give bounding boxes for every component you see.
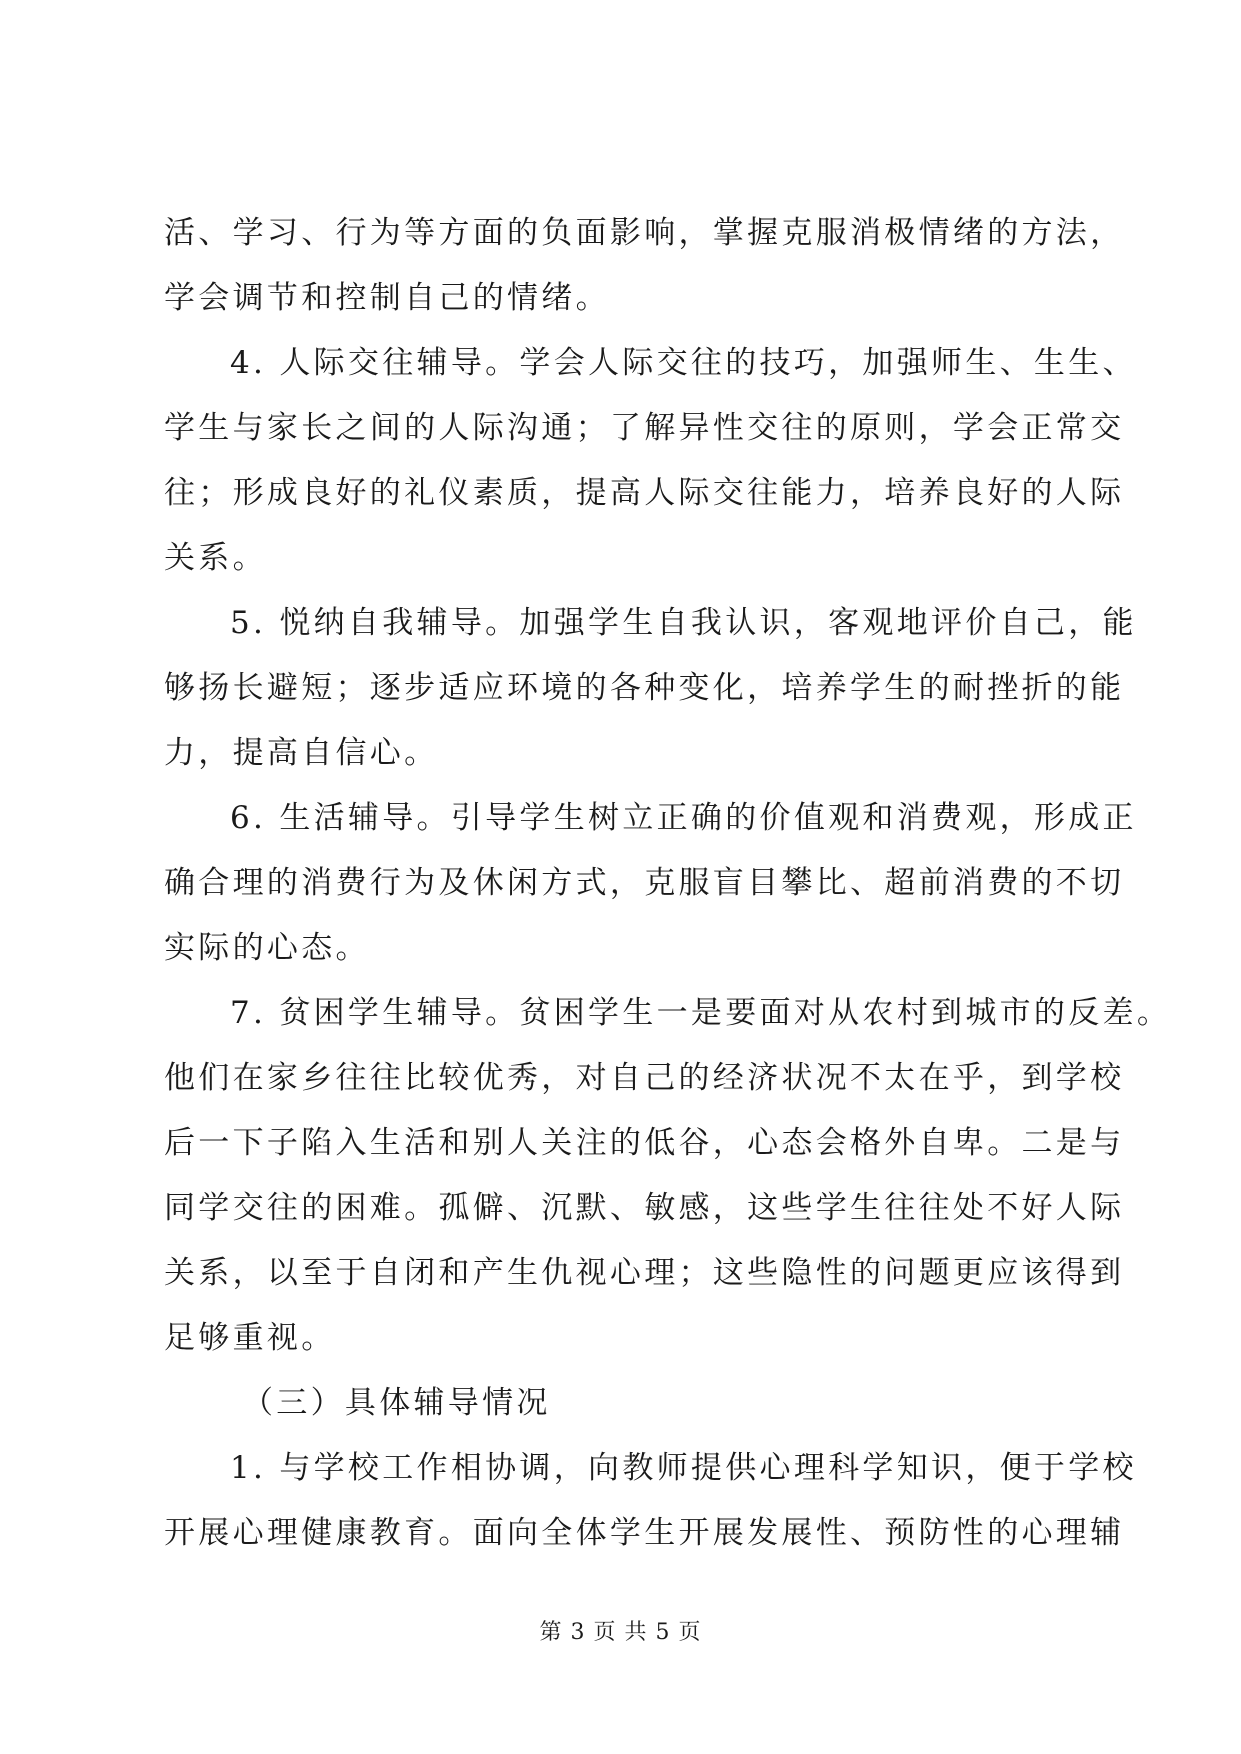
paragraph-4-first-line: 4. 人际交往辅导。学会人际交往的技巧，加强师生、生生、 [230, 345, 1137, 381]
text-line: 关系，以至于自闭和产生仇视心理；这些隐性的问题更应该得到 [164, 1255, 1125, 1291]
paragraph-5-first-line: 5. 悦纳自我辅导。加强学生自我认识，客观地评价自己，能 [230, 605, 1137, 641]
text-line: 关系。 [164, 540, 267, 576]
text-line: 开展心理健康教育。面向全体学生开展发展性、预防性的心理辅 [164, 1515, 1125, 1551]
paragraph-1-first-line: 1. 与学校工作相协调，向教师提供心理科学知识，便于学校 [230, 1450, 1137, 1486]
text-line: 学生与家长之间的人际沟通；了解异性交往的原则，学会正常交 [164, 410, 1125, 446]
text-line: 学会调节和控制自己的情绪。 [164, 280, 610, 316]
page-footer: 第 3 页 共 5 页 [539, 1620, 702, 1645]
text-line: 确合理的消费行为及休闲方式，克服盲目攀比、超前消费的不切 [164, 865, 1125, 901]
text-line: 力，提高自信心。 [164, 735, 439, 771]
text-line: 往；形成良好的礼仪素质，提高人际交往能力，培养良好的人际 [164, 475, 1125, 511]
text-line: 足够重视。 [164, 1320, 336, 1356]
text-line: 后一下子陷入生活和别人关注的低谷，心态会格外自卑。二是与 [164, 1125, 1125, 1161]
text-line: 够扬长避短；逐步适应环境的各种变化，培养学生的耐挫折的能 [164, 670, 1125, 706]
text-line: 活、学习、行为等方面的负面影响，掌握克服消极情绪的方法， [164, 215, 1125, 251]
section-heading: （三）具体辅导情况 [242, 1385, 551, 1421]
text-line: 实际的心态。 [164, 930, 370, 966]
text-line: 同学交往的困难。孤僻、沉默、敏感，这些学生往往处不好人际 [164, 1190, 1125, 1226]
text-line: 他们在家乡往往比较优秀，对自己的经济状况不太在乎，到学校 [164, 1060, 1125, 1096]
paragraph-7-first-line: 7. 贫困学生辅导。贫困学生一是要面对从农村到城市的反差。 [230, 995, 1172, 1031]
paragraph-6-first-line: 6. 生活辅导。引导学生树立正确的价值观和消费观，形成正 [230, 800, 1137, 836]
